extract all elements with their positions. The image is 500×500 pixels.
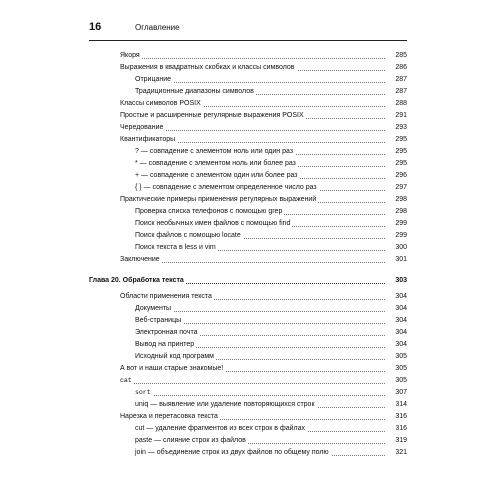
toc-entry [120, 363, 407, 375]
toc-page-number: 297 [387, 182, 407, 194]
toc-entry-title: Заключение [120, 254, 162, 266]
toc-entry-title: Вывод на принтер [135, 339, 196, 351]
toc-page-number: 321 [387, 447, 407, 459]
toc-page-number: 304 [387, 291, 407, 303]
toc-entry-title: Чередование [120, 122, 165, 134]
page-header [89, 20, 407, 41]
toc-page-number: 305 [387, 375, 407, 387]
toc-page-number: 301 [387, 254, 407, 266]
toc-chapter-entry [89, 274, 407, 288]
table-of-contents [89, 50, 407, 459]
toc-page-number: 299 [387, 218, 407, 230]
toc-entry [120, 291, 407, 303]
dot-leader [120, 58, 385, 59]
toc-page-number: 295 [387, 146, 407, 158]
toc-page-number: 298 [387, 194, 407, 206]
toc-page-number: 316 [387, 423, 407, 435]
toc-entry-title: Поиск файлов с помощью locate [135, 230, 243, 242]
toc-entry-title: paste — слияние строк из файлов [135, 435, 248, 447]
toc-entry-title: Электронная почта [135, 327, 199, 339]
toc-entry [120, 122, 407, 134]
toc-page-number: 314 [387, 399, 407, 411]
running-header-title: Оглавление [135, 23, 180, 32]
toc-page-number: 319 [387, 435, 407, 447]
toc-entry [120, 134, 407, 146]
toc-page-number: 295 [387, 134, 407, 146]
toc-entry [120, 110, 407, 122]
toc-page-number: 288 [387, 98, 407, 110]
toc-page-number: 304 [387, 315, 407, 327]
toc-entry-title: Практические примеры применения регулярных выражений [120, 194, 318, 206]
toc-page-number: 304 [387, 327, 407, 339]
toc-page-number: 287 [387, 86, 407, 98]
toc-entry-title: Документы [135, 303, 173, 315]
page-number: 16 [89, 21, 102, 33]
toc-entry [135, 218, 407, 230]
toc-entry-title: ? — совпадение с элементом ноль или один раз [135, 146, 295, 158]
toc-entry-title: Поиск текста в less и vim [135, 242, 218, 254]
toc-entry-title: Отрицание [135, 74, 173, 86]
toc-entry-title: { } — совпадение с элементом определенное число раз [135, 182, 319, 194]
toc-entry-title: Квантификаторы [120, 134, 177, 146]
toc-entry [120, 98, 407, 110]
toc-page-number: 286 [387, 62, 407, 74]
toc-entry [135, 447, 407, 459]
toc-command-title: sort [135, 387, 153, 399]
toc-entry-title: Поиск необычных имен файлов с помощью find [135, 218, 292, 230]
toc-entry [135, 230, 407, 242]
toc-entry-title: uniq — выявление или удаление повторяющихся строк [135, 399, 317, 411]
toc-entry [135, 74, 407, 86]
toc-entry-title: * — совпадение с элементом ноль или более раз [135, 158, 298, 170]
toc-entry-title: Традиционные диапазоны символов [135, 86, 256, 98]
toc-entry [135, 339, 407, 351]
toc-entry [135, 315, 407, 327]
toc-entry [135, 146, 407, 158]
dot-leader [120, 383, 385, 384]
toc-entry-title: Проверка списка телефонов с помощью grep [135, 206, 284, 218]
toc-page-number: 285 [387, 50, 407, 62]
toc-page-number: 304 [387, 303, 407, 315]
toc-entry [120, 375, 407, 387]
toc-entry [120, 62, 407, 74]
toc-entry [135, 351, 407, 363]
toc-entry-title: Нарезка и перетасовка текста [120, 411, 220, 423]
toc-page-number: 299 [387, 230, 407, 242]
toc-page-number: 293 [387, 122, 407, 134]
toc-entry [135, 387, 407, 399]
toc-page-number: 295 [387, 158, 407, 170]
toc-command-title: cat [120, 375, 134, 387]
toc-page-number: 304 [387, 339, 407, 351]
toc-entry-title: Веб-страницы [135, 315, 183, 327]
toc-entry-title: join — объединение строк из двух файлов по общему полю [135, 447, 331, 459]
toc-entry-title: Якоря [120, 50, 142, 62]
toc-chapter-title: Глава 20. Обработка текста [89, 274, 186, 288]
toc-page-number: 305 [387, 363, 407, 375]
dot-leader [135, 395, 385, 396]
toc-entry-title: Классы символов POSIX [120, 98, 203, 110]
toc-page-number: 316 [387, 411, 407, 423]
toc-entry [120, 194, 407, 206]
toc-entry-title: Области применения текста [120, 291, 214, 303]
toc-entry [135, 327, 407, 339]
toc-entry [135, 399, 407, 411]
toc-entry [120, 254, 407, 266]
toc-entry [135, 435, 407, 447]
toc-entry [135, 303, 407, 315]
toc-entry [135, 242, 407, 254]
toc-entry [135, 206, 407, 218]
toc-page-number: 300 [387, 242, 407, 254]
toc-chapter-page-number: 303 [387, 274, 407, 288]
toc-entry [135, 423, 407, 435]
toc-entry [120, 411, 407, 423]
toc-entry-title: Простые и расширенные регулярные выражения POSIX [120, 110, 306, 122]
toc-entry [135, 170, 407, 182]
toc-page-number: 298 [387, 206, 407, 218]
toc-entry-title: Исходный код программ [135, 351, 216, 363]
toc-entry [135, 158, 407, 170]
toc-page-number: 296 [387, 170, 407, 182]
toc-page-number: 305 [387, 351, 407, 363]
toc-entry-title: Выражения в квадратных скобках и классы символов [120, 62, 297, 74]
toc-page-number: 287 [387, 74, 407, 86]
toc-entry-title: А вот и наши старые знакомые! [120, 363, 225, 375]
toc-page-number: 307 [387, 387, 407, 399]
toc-entry-title: cut — удаление фрагментов из всех строк в файлах [135, 423, 307, 435]
toc-entry [135, 86, 407, 98]
toc-entry [120, 50, 407, 62]
toc-entry [135, 182, 407, 194]
toc-page-number: 291 [387, 110, 407, 122]
toc-entry-title: + — совпадение с элементом один или более раз [135, 170, 300, 182]
